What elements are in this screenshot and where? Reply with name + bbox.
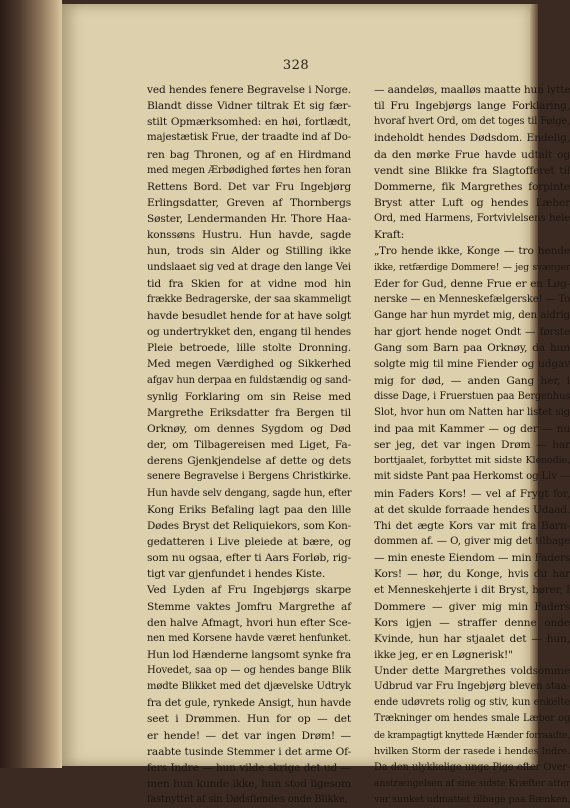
text-line: min Faders Kors! — vel af Frygt for, — [374, 487, 570, 500]
text-line: hvilken Storm der rasede i hendes Indre. — [374, 745, 570, 757]
text-line: Gange har hun myrdet mig, den aldrig — [374, 309, 570, 321]
text-line: Søster, Lendermanden Hr. Thore Haa- — [147, 213, 351, 226]
text-line: da den mørke Frue havde udtalt og — [374, 148, 570, 161]
text-line: og undertrykket den, engang til hendes — [147, 326, 351, 339]
text-line: Thi det ægte Kors var mit fra Barn- — [374, 519, 570, 532]
text-line: gedatteren i Live pleiede at bære, og — [147, 535, 351, 548]
text-line: Bryst atter Luft og hendes Læber — [374, 196, 570, 209]
text-line: Orknøy, om dennes Sygdom og Død — [147, 422, 351, 435]
text-line: Med megen Værdighed og Sikkerhed — [147, 358, 351, 371]
text-line: fers Indre — hun vilde skrige det ud — — [147, 761, 351, 774]
text-line: senere Begravelse i Bergens Christkirke. — [147, 471, 351, 483]
text-line: ren bag Thronen, og af en Hirdmand — [147, 148, 351, 161]
text-line: med megen Ærbødighed førtes hen foran — [147, 164, 351, 176]
text-line: konssøns Hustru. Hun havde, sagde — [147, 229, 351, 242]
text-line: hun, trods sin Alder og Stilling ikke — [147, 245, 351, 258]
text-line: — aandeløs, maalløs maatte hun lytte — [374, 84, 570, 96]
right-text-column — [374, 82, 570, 808]
text-line: tigt var gjenfundet i hendes Kiste. — [147, 568, 326, 581]
text-line: mig for død, — anden Gang her, i — [374, 374, 570, 387]
text-line: Eder for Gud, denne Frue er en Løg- — [374, 277, 570, 290]
text-line: mødte Blikket med det djævelske Udtryk — [147, 681, 351, 693]
text-line: Ved Lyden af Fru Ingebjørgs skarpe — [147, 584, 351, 597]
text-line: Margrethe Eriksdatter fra Bergen til — [147, 406, 351, 419]
text-line: Ord, med Harmens, Fortvivlelsens hele — [374, 213, 570, 225]
page-number: 328 — [282, 58, 310, 73]
book-binding — [0, 0, 62, 768]
text-line: Dommere — giver mig min Faders — [374, 600, 570, 613]
text-line: solgte mig til mine Fiender og udgav — [374, 358, 570, 371]
text-line: hvoraf hvert Ord, om det toges til Følge, — [374, 116, 570, 128]
text-line: Rettens Bord. Det var Fru Ingebjørg — [147, 180, 351, 193]
text-line: Kors! — hør, du Konge, hvis du har — [374, 568, 570, 581]
text-line: stilt Opmærksomhed: en høi, fortlædt, — [147, 116, 351, 129]
text-line: ikke, retfærdige Dommere! — jeg sværger — [374, 261, 570, 273]
text-line: tid fra Skien for at vidne mod hin — [147, 277, 351, 290]
text-line: nerske — en Menneskefælgerske! — To — [374, 293, 570, 305]
text-line: ikke jeg, er en Løgnerisk!" — [374, 648, 513, 661]
text-line: borttjaalet, forbyttet mit sidste Klenodie, — [374, 455, 570, 467]
text-line: Slot, hvor hun om Natten har listet sig — [374, 406, 570, 418]
text-line: der, om Tilbagereisen med Liget, Fa- — [147, 439, 351, 452]
text-line: Hovedet, saa op — og hendes bange Blik — [147, 665, 351, 677]
text-line: — min eneste Eiendom — min Faders — [374, 552, 570, 565]
text-line: fra det gule, rynkede Ansigt, hun havde — [147, 697, 351, 710]
left-text-column — [147, 82, 351, 808]
text-line: Pleie betroede, lille stolte Dronning. — [147, 342, 351, 355]
text-line: „Tro hende ikke, Konge — tro hende — [374, 245, 570, 258]
text-line: dommen af. — O, giver mig det tilbage — [374, 535, 570, 547]
text-line: afgav hun derpaa en fuldstændig og sand- — [147, 374, 351, 386]
text-line: til Fru Ingebjørgs lange Forklaring, — [374, 100, 570, 113]
text-line: raabte tusinde Stemmer i det arme Of- — [147, 745, 351, 758]
text-line: vendt sine Blikke fra Slagtofferet til — [374, 164, 570, 177]
text-line: Kong Eriks Befaling lagt paa den lille — [147, 503, 351, 516]
text-line: Hun lod Hænderne langsomt synke fra — [147, 648, 351, 661]
text-line: Dødes Bryst det Reliquiekors, som Kon- — [147, 519, 351, 532]
text-line: Erlingsdatter, Greven af Thornbergs — [147, 196, 351, 209]
text-line: Hun havde selv dengang, sagde hun, efter — [147, 487, 352, 499]
text-line: undslaaet sig ved at drage den lange Vei — [147, 261, 351, 273]
text-line: anstrængelsen af sine sidste Kræfter atter — [374, 778, 570, 790]
text-line: derens Gjenkjendelse af dette og dets — [147, 455, 351, 468]
text-line: at det skulde forraade hendes Udaad. — [374, 503, 570, 516]
text-line: fastnyttet af sin Dødsfiendes onde Blikke, — [147, 794, 348, 806]
text-line: disse Dage, i Fruerstuen paa Bergenhus — [374, 390, 570, 402]
text-line: Stemme vaktes Jomfru Margrethe af — [147, 600, 351, 613]
text-line: Kvinde, hun har stjaalet det — hun, — [374, 632, 570, 645]
text-line: Kors igjen — straffer denne onde — [374, 616, 570, 629]
text-line: var sunket udmattet tilbage paa Bænken, — [374, 794, 570, 806]
text-line: Da den ulykkelige unge Pige efter Over- — [374, 761, 570, 773]
text-line: har gjort hende noget Ondt — første — [374, 326, 570, 339]
text-line: men hun kunde ikke, hun stod ligesom — [147, 778, 351, 791]
text-line: den halve Afmagt, hvori hun efter Sce- — [147, 616, 351, 629]
text-line: indeholdt hendes Dødsdom. Endelig, — [374, 132, 570, 145]
text-line: frække Bedragerske, der saa skammeligt — [147, 293, 351, 305]
text-line: Under dette Margrethes voldsomme — [374, 665, 570, 678]
text-line: ende udøvrets rolig og stiv, kun enkelte — [374, 697, 570, 709]
text-line: er hende! — det var ingen Drøm! — — [147, 729, 351, 742]
text-line: de krampagtigt knyttede Hænder forraadte, — [374, 730, 570, 741]
text-line: Gang som Barn paa Orknøy, da hun — [374, 342, 570, 355]
text-line: ind paa mit Kammer — og der — nu — [374, 422, 570, 435]
text-line: havde besudlet hende for at have solgt — [147, 309, 351, 322]
text-line: seet i Drømmen. Hun for op — det — [147, 713, 351, 726]
text-line: som nu ogsaa, efter ti Aars Forløb, rig- — [147, 552, 351, 565]
text-line: et Menneskehjerte i dit Bryst, hører, I — [374, 584, 570, 597]
text-line: Trækninger om hendes smale Læber og — [374, 713, 570, 725]
text-line: majestætisk Frue, der traadte ind af Do- — [147, 132, 351, 144]
text-line: Blandt disse Vidner tiltrak Et sig fær- — [147, 100, 351, 113]
text-line: Udbrud var Fru Ingebjørg bleven staa- — [374, 681, 570, 693]
text-line: nen med Korsene havde været henfunket. — [147, 632, 351, 644]
text-line: synlig Forklaring om sin Reise med — [147, 390, 351, 403]
text-line: Kraft: — [374, 229, 405, 242]
text-line: ser jeg, det var ingen Drøm — har — [374, 439, 570, 452]
book-page — [62, 4, 570, 806]
text-line: ved hendes fenere Begravelse i Norge. — [147, 84, 351, 96]
text-line: mit sidste Pant paa Herkomst og Liv — — [374, 471, 570, 483]
text-line: Dommerne, fik Margrethes forpinte — [374, 180, 570, 193]
